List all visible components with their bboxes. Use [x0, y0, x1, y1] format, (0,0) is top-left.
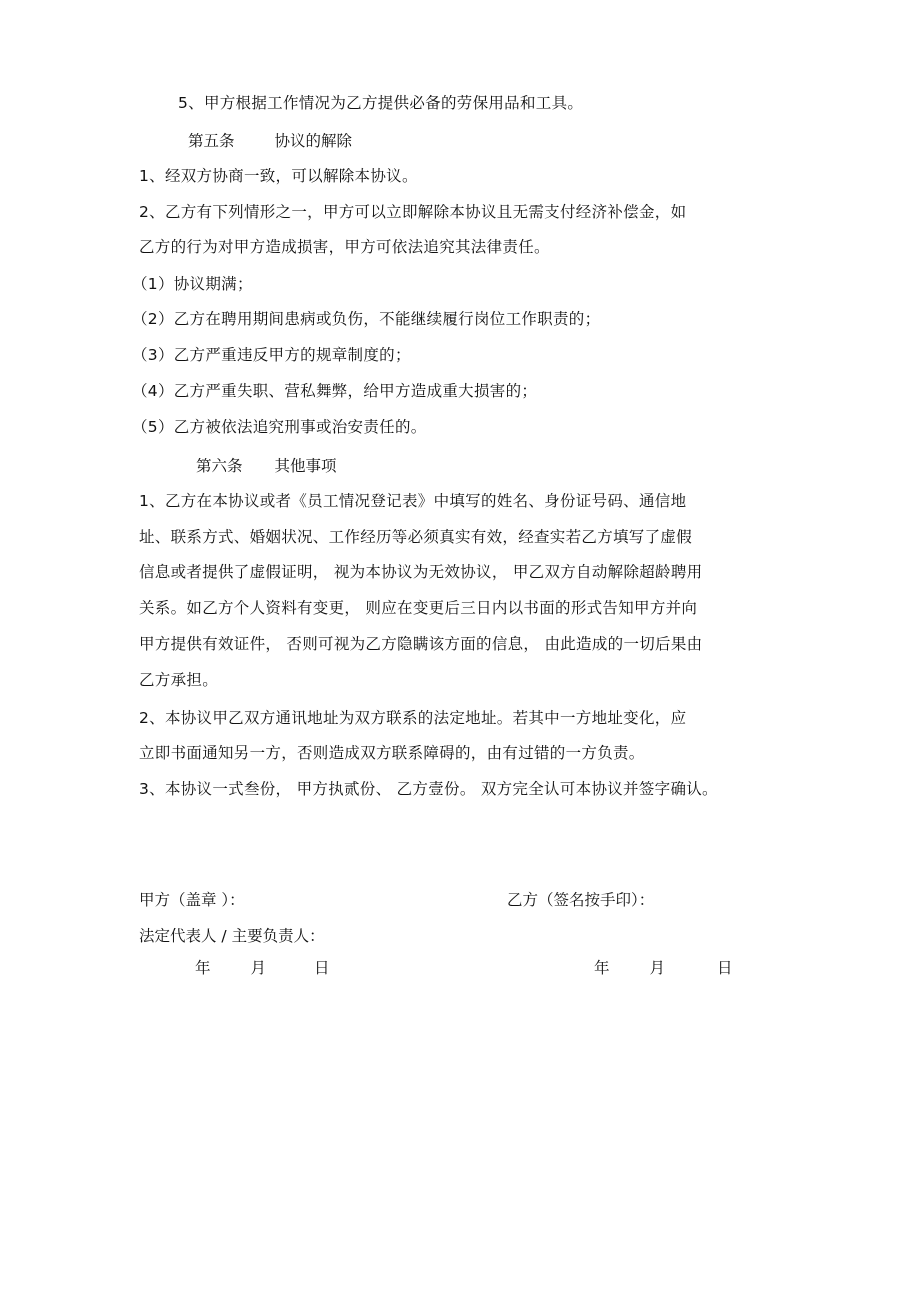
section5-heading [188, 131, 352, 151]
section6-item2-line1: 2、本协议甲乙双方通讯地址为双方联系的法定地址。若其中一方地址变化，应 [139, 709, 687, 727]
section4-item5: 5、甲方根据工作情况为乙方提供必备的劳保用品和工具。 [178, 94, 584, 112]
party-b-date [594, 958, 733, 978]
party-a-day: 日 [314, 959, 330, 977]
section6-item1-line3: 信息或者提供了虚假证明， 视为本协议为无效协议， 甲乙双方自动解除超龄聘用 [139, 563, 703, 581]
section6-item1-line1: 1、乙方在本协议或者《员工情况登记表》中填写的姓名、身份证号码、通信地 [139, 492, 687, 510]
party-b-signature-label: 乙方（签名按手印）： [507, 891, 655, 909]
section5-sub5: （5）乙方被依法追究刑事或治安责任的。 [132, 418, 427, 436]
section5-item2-line2: 乙方的行为对甲方造成损害，甲方可依法追究其法律责任。 [139, 238, 550, 256]
section5-sub3: （3）乙方严重违反甲方的规章制度的； [132, 346, 411, 364]
section5-item1: 1、经双方协商一致，可以解除本协议。 [139, 167, 418, 185]
section6-item1-line5: 甲方提供有效证件， 否则可视为乙方隐瞒该方面的信息， 由此造成的一切后果由 [139, 635, 703, 653]
party-a-date [195, 958, 330, 978]
party-a-month: 月 [250, 959, 267, 977]
section5-number: 第五条 [188, 132, 235, 150]
party-b-month: 月 [649, 959, 666, 977]
party-a-seal-label: 甲方（盖章 ）： [139, 891, 245, 909]
section6-item1-line4: 关系。如乙方个人资料有变更， 则应在变更后三日内以书面的形式告知甲方并向 [139, 599, 698, 617]
party-b-year: 年 [594, 959, 610, 977]
section5-title: 协议的解除 [274, 132, 353, 150]
section6-heading [196, 456, 337, 476]
section6-item2-line2: 立即书面通知另一方，否则造成双方联系障碍的，由有过错的一方负责。 [139, 744, 645, 762]
section5-sub1: （1）协议期满； [132, 275, 253, 293]
section6-item3: 3、本协议一式叁份， 甲方执贰份、 乙方壹份。 双方完全认可本协议并签字确认。 [139, 780, 718, 798]
section5-item2-line1: 2、乙方有下列情形之一，甲方可以立即解除本协议且无需支付经济补偿金，如 [139, 203, 687, 221]
party-a-year: 年 [195, 959, 211, 977]
section6-title: 其他事项 [274, 457, 337, 475]
section5-sub4: （4）乙方严重失职、营私舞弊，给甲方造成重大损害的； [132, 382, 538, 400]
section6-number: 第六条 [196, 457, 243, 475]
party-b-day: 日 [717, 959, 733, 977]
section6-item1-line6: 乙方承担。 [139, 671, 219, 689]
legal-representative-label: 法定代表人 / 主要负责人： [139, 927, 325, 945]
section6-item1-line2: 址、联系方式、婚姻状况、工作经历等必须真实有效，经查实若乙方填写了虚假 [139, 528, 693, 546]
section5-sub2: （2）乙方在聘用期间患病或负伤，不能继续履行岗位工作职责的； [132, 310, 601, 328]
